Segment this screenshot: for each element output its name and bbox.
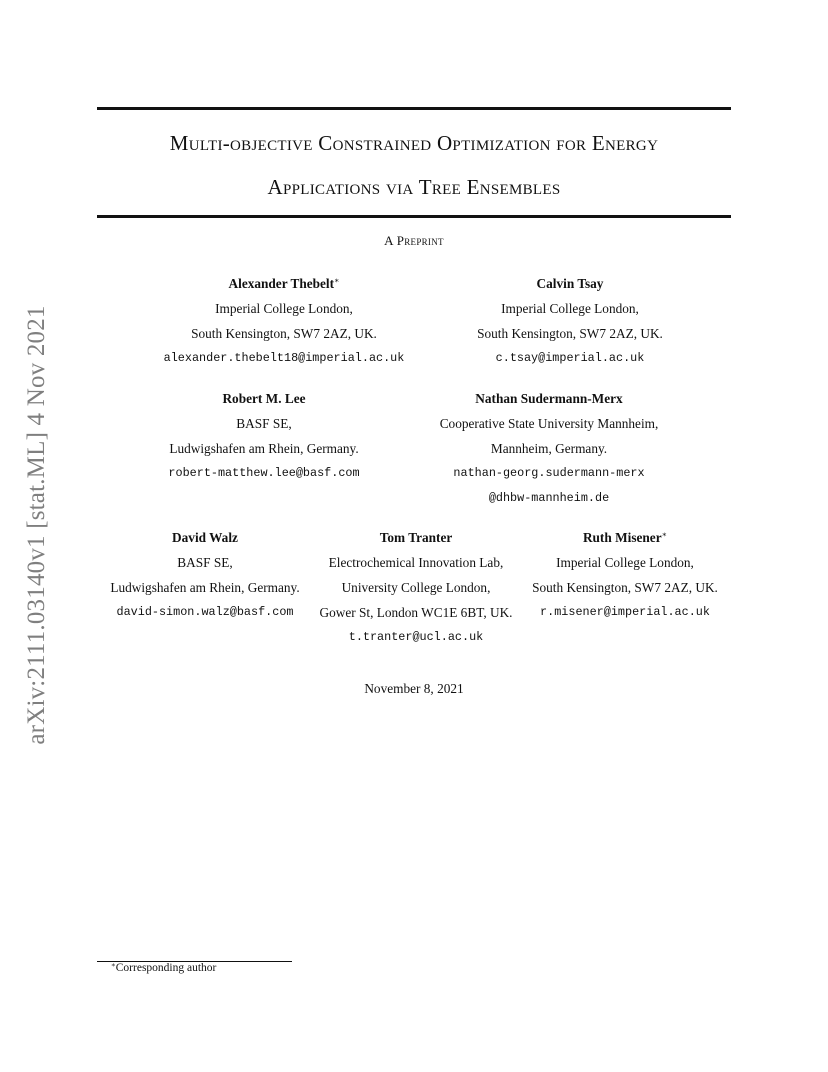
- author-email-part-1[interactable]: nathan-georg.sudermann-merx: [453, 466, 645, 480]
- author-affiliation: Imperial College London,: [501, 301, 639, 316]
- author-affiliation-2: University College London,: [341, 580, 491, 595]
- corresponding-author-mark: ∗: [334, 276, 340, 285]
- author-email[interactable]: david-simon.walz@basf.com: [116, 605, 294, 619]
- author-affiliation: Cooperative State University Mannheim,: [439, 416, 659, 431]
- author-address: Mannheim, Germany.: [490, 441, 608, 456]
- footnote-corresponding-author: [111, 962, 216, 974]
- author-block-sudermann-merx: [399, 386, 699, 511]
- author-email[interactable]: t.tranter@ucl.ac.uk: [348, 630, 484, 644]
- author-block-thebelt: [134, 271, 434, 371]
- author-name: Tom Tranter: [379, 530, 453, 545]
- author-block-misener: [475, 525, 775, 625]
- paper-title-line-1: Multi-objective Constrained Optimization for Energy: [169, 131, 659, 155]
- author-affiliation: Imperial College London,: [215, 301, 353, 316]
- author-name: David Walz: [172, 530, 238, 545]
- author-email[interactable]: robert-matthew.lee@basf.com: [168, 466, 360, 480]
- footnote-text: Corresponding author: [115, 962, 217, 974]
- author-address: Ludwigshafen am Rhein, Germany.: [110, 580, 300, 595]
- author-email[interactable]: c.tsay@imperial.ac.uk: [495, 351, 645, 365]
- author-name: Robert M. Lee: [222, 391, 306, 406]
- author-address: Gower St, London WC1E 6BT, UK.: [319, 605, 513, 620]
- author-block-lee: [114, 386, 414, 486]
- footnote-mark: ∗: [111, 961, 116, 969]
- author-email[interactable]: r.misener@imperial.ac.uk: [540, 605, 710, 619]
- author-name: Calvin Tsay: [536, 276, 604, 291]
- author-affiliation: Electrochemical Innovation Lab,: [328, 555, 504, 570]
- author-affiliation: BASF SE,: [177, 555, 233, 570]
- corresponding-author-mark: ∗: [661, 530, 668, 539]
- author-affiliation: BASF SE,: [236, 416, 292, 431]
- publication-date: November 8, 2021: [364, 681, 464, 696]
- author-address: South Kensington, SW7 2AZ, UK.: [477, 326, 663, 341]
- author-address: Ludwigshafen am Rhein, Germany.: [169, 441, 359, 456]
- arxiv-identifier-stamp: arXiv:2111.03140v1 [stat.ML] 4 Nov 2021: [23, 305, 50, 745]
- author-address: South Kensington, SW7 2AZ, UK.: [532, 580, 718, 595]
- author-email[interactable]: alexander.thebelt18@imperial.ac.uk: [163, 351, 405, 365]
- author-block-tsay: [420, 271, 720, 371]
- author-name: Alexander Thebelt: [228, 276, 335, 291]
- author-name: Ruth Misener: [582, 530, 662, 545]
- paper-title-line-2: Applications via Tree Ensembles: [267, 175, 561, 199]
- author-address: South Kensington, SW7 2AZ, UK.: [191, 326, 377, 341]
- author-email-part-2[interactable]: @dhbw-mannheim.de: [488, 491, 610, 505]
- author-name: Nathan Sudermann-Merx: [475, 391, 623, 406]
- title-top-rule: [97, 107, 731, 110]
- preprint-label: A Preprint: [384, 233, 444, 248]
- title-bottom-rule: [97, 215, 731, 218]
- author-affiliation: Imperial College London,: [556, 555, 694, 570]
